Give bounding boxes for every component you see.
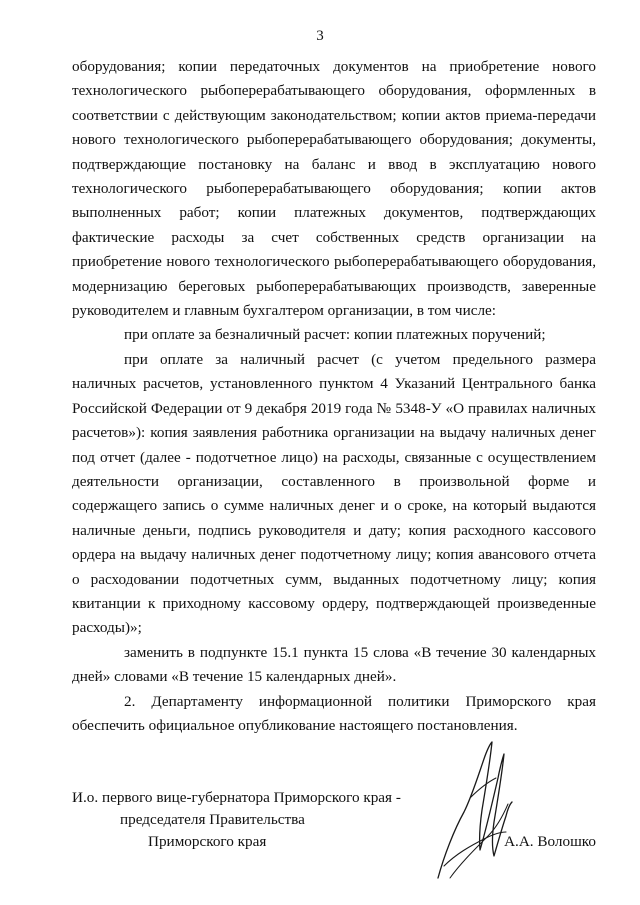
- signer-title-line-2: председателя Правительства: [120, 811, 305, 828]
- paragraph-3: при оплате за наличный расчет (с учетом предельного размера наличных расчетов, установленного пунктом 4 Указаний Центрального банка Российской Федерации от 9 декабря 2019 года № 5348-У «О правилах наличных расчетов»): копия заявления работника организации на выдачу наличных денег под отчет (далее - подотчетное лицо) на расходы, связанные с осуществлением деятельности организации, составленного в произвольной форме и содержащего запись о сумме наличных денег и о сроке, на который выдаются наличные деньги, подпись руководителя и дату; копия расходного кассового ордера на выдачу наличных денег подотчетному лицу; копия авансового отчета о расходовании подотчетных сумм, выданных подотчетному лицу; копия квитанции к приходному кассовому ордеру, подтверждающей произведенные расходы)»;: [72, 350, 596, 637]
- paragraph-5: 2. Департаменту информационной политики Приморского края обеспечить официальное опубликование настоящего постановления.: [72, 692, 596, 734]
- signer-name: А.А. Волошко: [504, 833, 596, 850]
- paragraph-4: заменить в подпункте 15.1 пункта 15 слова «В течение 30 календарных дней» словами «В течение 15 календарных дней».: [72, 643, 596, 686]
- signer-title-line-3: Приморского края: [148, 833, 267, 850]
- document-body: [72, 55, 596, 738]
- paragraph-1: оборудования; копии передаточных документов на приобретение нового технологического рыбоперерабатывающего оборудования, оформленных в соответствии с действующим законодательством; копии актов приема-передачи нового технологического рыбоперерабатывающего оборудования; документы, подтверждающие постановку на баланс и ввод в эксплуатацию нового технологического рыбоперерабатывающего оборудования; копии актов выполненных работ; копии платежных документов, подтверждающих фактические расходы за счет собственных средств организации на приобретение нового технологического рыбоперерабатывающего оборудования, модернизацию береговых рыбоперерабатывающих производств, заверенные руководителем и главным бухгалтером организации, в том числе:: [72, 58, 596, 320]
- paragraph-2: при оплате за безналичный расчет: копии платежных поручений;: [124, 326, 546, 344]
- signer-title-line-1: И.о. первого вице-губернатора Приморского края -: [72, 789, 401, 806]
- signature-block: [72, 786, 596, 856]
- page-number: 3: [316, 28, 324, 44]
